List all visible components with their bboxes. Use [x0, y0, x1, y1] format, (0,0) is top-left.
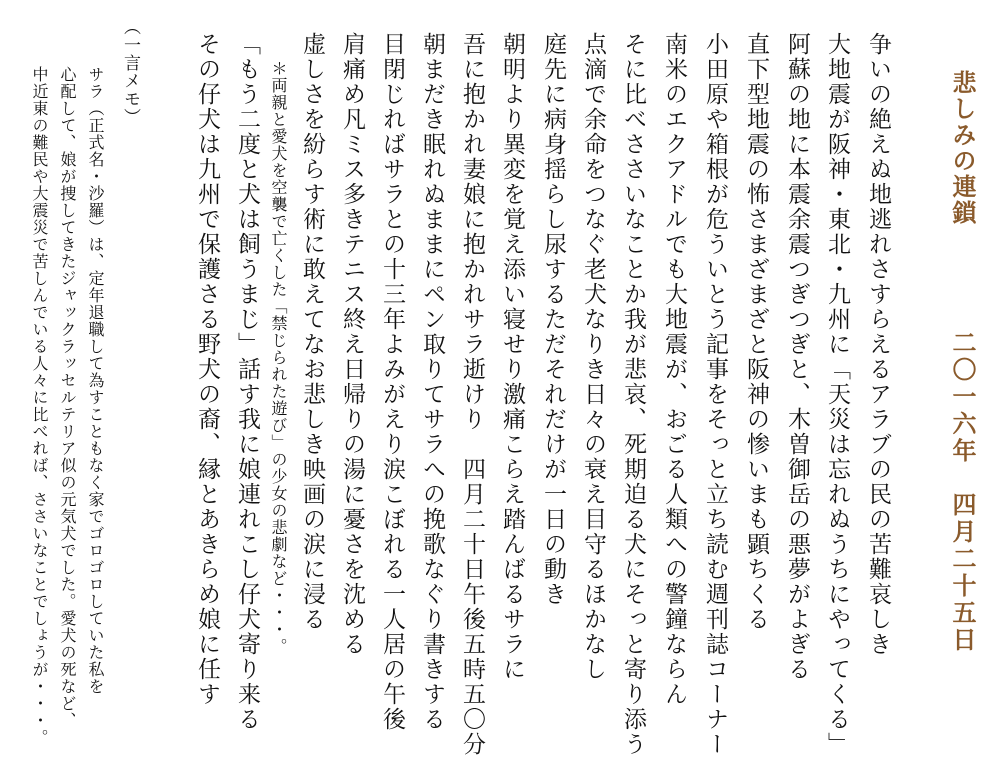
poem-line: 小田原や箱根が危ういとう記事をそっと立ち読む週刊誌コーナー — [702, 32, 728, 757]
poem-line: 目閉じればサラとの十三年よみがえり涙こぼれる一人居の午後 — [379, 32, 405, 732]
poem-line: 虚しさを紛らす術に敢えてなお悲しき映画の涙に浸る — [299, 32, 325, 632]
poem-line: 阿蘇の地に本震余震つぎつぎと、木曽御岳の悪夢がよぎる — [784, 32, 810, 682]
poem-line: 庭先に病身揺らし尿するただそれだけが一日の動き — [540, 32, 566, 607]
poem-line: 直下型地震の怖さまざまざと阪神の惨いまも顕ちくる — [743, 32, 769, 632]
poem-line: 「もう二度と犬は飼うまじ」話す我に娘連れこし仔犬寄り来る — [234, 32, 260, 732]
poem-line: 朝明より異変を覚え添い寝せり激痛こらえ踏んばるサラに — [499, 32, 525, 682]
footnote: ＊両親と愛犬を空襲で亡くした「禁じられた遊び」の少女の悲劇など・・・。 — [269, 60, 288, 655]
poem-line: 吾に抱かれ妻娘に抱かれサラ逝けり 四月二十日午後五時五〇分 — [459, 32, 485, 757]
page-title: 悲しみの連鎖 — [948, 70, 977, 226]
poem-line: 朝まだき眠れぬままにペン取りてサラへの挽歌なぐり書きする — [419, 32, 445, 732]
poem-line: 大地震が阪神・東北・九州に「天災は忘れぬうちにやってくる」 — [824, 32, 850, 757]
memo-line: 中近東の難民や大震災で苦しんでいる人々に比べれば、ささいなことでしょうが・・・。 — [30, 66, 49, 746]
poem-line: そに比べささいなことか我が悲哀、死期迫る犬にそっと寄り添う — [620, 32, 646, 757]
poem-line: 南米のエクアドルでも大地震が、おごる人類への警鐘ならん — [661, 32, 687, 707]
memo-title: （一言メモ） — [120, 18, 140, 126]
poem-line: 争いの絶えぬ地逃れさすらえるアラブの民の苦難哀しき — [865, 32, 891, 657]
poem-line: その仔犬は九州で保護さる野犬の裔、縁とあきらめ娘に任す — [194, 32, 220, 707]
poem-line: 肩痛め凡ミス多きテニス終え日帰りの湯に憂さを沈める — [339, 32, 365, 657]
memo-line: サラ（正式名・沙羅）は、定年退職して為すこともなく家でゴロゴロしていた私を — [86, 66, 105, 695]
memo-line: 心配して、娘が捜してきたジャックラッセルテリア似の元気犬でした。愛犬の死など、 — [58, 66, 77, 729]
date: 二〇一六年 四月二十五日 — [948, 330, 977, 654]
poem-line: 点滴で余命をつなぐ老犬なりき日々の衰え目守るほかなし — [580, 32, 606, 682]
